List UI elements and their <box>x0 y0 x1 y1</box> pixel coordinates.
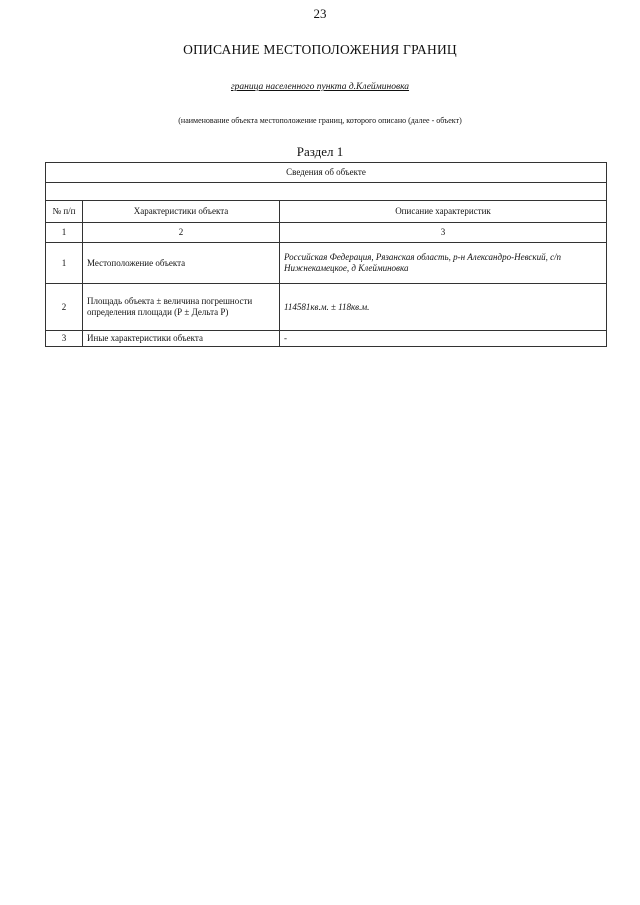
column-number-3: 3 <box>280 223 607 243</box>
table-column-header-row <box>46 201 607 223</box>
table-blank-cell <box>46 183 607 201</box>
column-header-num: № п/п <box>46 201 83 223</box>
row-num: 2 <box>46 284 83 331</box>
section-title: Раздел 1 <box>296 144 344 159</box>
row-description: 114581кв.м. ± 118кв.м. <box>280 284 607 331</box>
column-header-description: Описание характеристик <box>280 201 607 223</box>
object-name <box>0 82 640 92</box>
table-row <box>46 284 607 331</box>
row-characteristic: Местоположение объекта <box>83 243 280 284</box>
row-num: 3 <box>46 331 83 347</box>
row-characteristic: Площадь объекта ± величина погрешности определения площади (Р ± Дельта Р) <box>83 284 280 331</box>
table-blank-row <box>46 183 607 201</box>
table-heading-row <box>46 163 607 183</box>
column-number-2: 2 <box>83 223 280 243</box>
row-description: Российская Федерация, Рязанская область, р-н Александро-Невский, с/п Нижнекамецкое, д Клейминовка <box>280 243 607 284</box>
column-header-characteristic: Характеристики объекта <box>83 201 280 223</box>
table-column-number-row <box>46 223 607 243</box>
document-title: ОПИСАНИЕ МЕСТОПОЛОЖЕНИЯ ГРАНИЦ <box>183 42 457 57</box>
object-caption: (наименование объекта местоположение границ, которого описано (далее - объект) <box>178 116 462 125</box>
row-description: - <box>280 331 607 347</box>
table-row <box>46 243 607 284</box>
page-number: 23 <box>313 6 327 21</box>
object-info-table <box>45 162 607 347</box>
column-number-1: 1 <box>46 223 83 243</box>
row-num: 1 <box>46 243 83 284</box>
object-name-text: граница населенного пункта д.Клейминовка <box>230 82 410 92</box>
row-characteristic: Иные характеристики объекта <box>83 331 280 347</box>
table-heading: Сведения об объекте <box>46 163 607 183</box>
table-row <box>46 331 607 347</box>
